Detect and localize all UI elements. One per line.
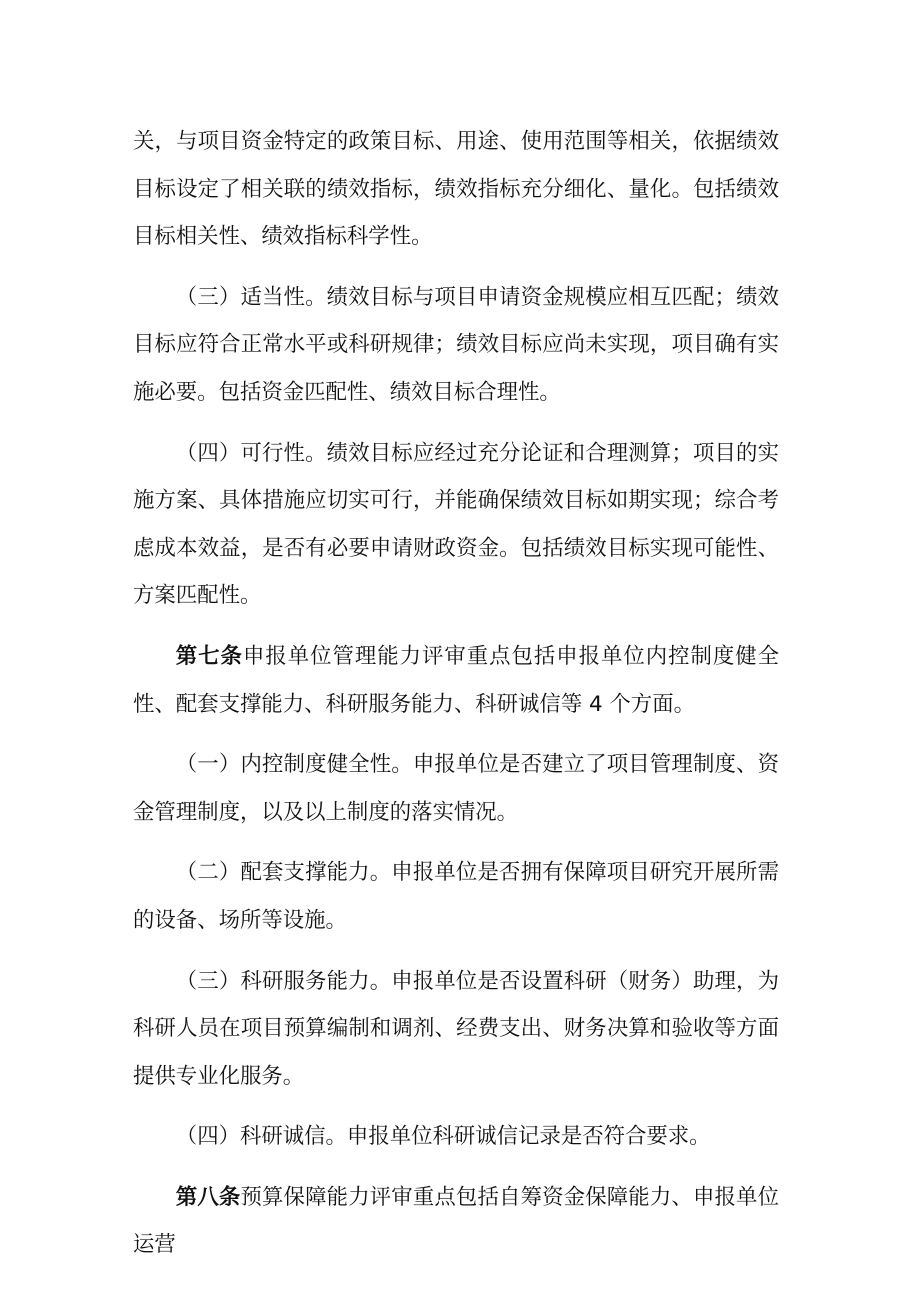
paragraph-appropriateness: （三）适当性。绩效目标与项目申请资金规模应相互匹配；绩效目标应符合正常水平或科研规律；绩效目标应尚未实现，项目确有实施必要。包括资金匹配性、绩效目标合理性。 <box>133 284 779 405</box>
article-7-heading: 第七条 <box>175 643 243 669</box>
paragraph-article-7 <box>133 633 779 728</box>
paragraph-research-service: （三）科研服务能力。申报单位是否设置科研（财务）助理，为科研人员在项目预算编制和调剂、经费支出、财务决算和验收等方面提供专业化服务。 <box>133 968 779 1089</box>
paragraph-article-8 <box>133 1174 779 1269</box>
paragraph-research-integrity: （四）科研诚信。申报单位科研诚信记录是否符合要求。 <box>175 1124 711 1150</box>
article-8-heading: 第八条 <box>175 1184 241 1210</box>
paragraph-support-capacity: （二）配套支撑能力。申报单位是否拥有保障项目研究开展所需的设备、场所等设施。 <box>133 860 779 933</box>
article-7-text: 申报单位管理能力评审重点包括申报单位内控制度健全性、配套支撑能力、科研服务能力、科研诚信等 4 个方面。 <box>133 643 779 717</box>
document-page <box>133 118 779 1282</box>
paragraph-feasibility: （四）可行性。绩效目标应经过充分论证和合理测算；项目的实施方案、具体措施应切实可行，并能确保绩效目标如期实现；综合考虑成本效益，是否有必要申请财政资金。包括绩效目标实现可能性、方案匹配性。 <box>133 440 779 609</box>
article-8-text: 预算保障能力评审重点包括自筹资金保障能力、申报单位运营 <box>133 1184 779 1258</box>
paragraph-relevance-continued: 关，与项目资金特定的政策目标、用途、使用范围等相关，依据绩效目标设定了相关联的绩效指标，绩效指标充分细化、量化。包括绩效目标相关性、绩效指标科学性。 <box>133 129 779 250</box>
paragraph-internal-control: （一）内控制度健全性。申报单位是否建立了项目管理制度、资金管理制度，以及以上制度的落实情况。 <box>133 752 779 825</box>
